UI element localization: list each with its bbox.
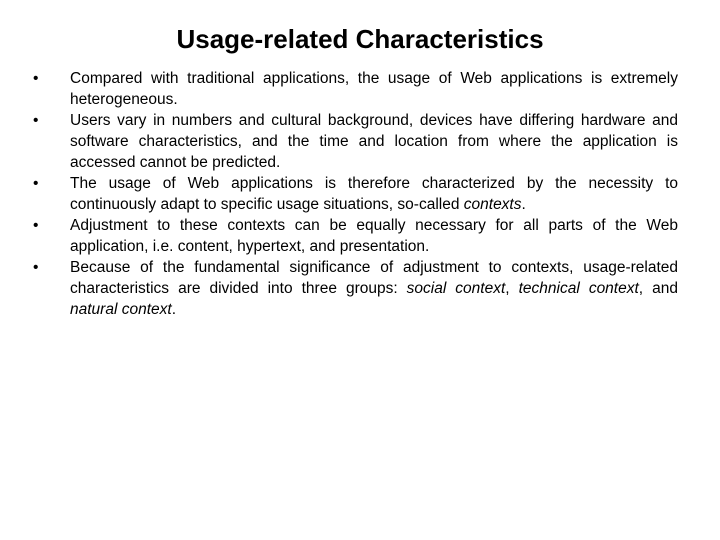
bullet-item bbox=[30, 173, 678, 215]
bullet-marker: • bbox=[33, 112, 39, 129]
bullet-marker: • bbox=[33, 259, 39, 276]
slide-title: Usage-related Characteristics bbox=[176, 24, 544, 54]
italic-term-social-context: social context bbox=[406, 280, 506, 297]
bullet-text: Because of the fundamental significance of adjustment to contexts, usage-related characteristics are divided into three groups: bbox=[70, 259, 678, 297]
bullet-item bbox=[30, 257, 678, 320]
italic-term-technical-context: technical context bbox=[518, 280, 639, 297]
bullet-item bbox=[30, 68, 678, 110]
bullet-text: Compared with traditional applications, the usage of Web applications is extremely heterogeneous. bbox=[70, 70, 678, 108]
bullet-text: . bbox=[171, 301, 176, 318]
bullet-item bbox=[30, 110, 678, 173]
bullet-marker: • bbox=[33, 175, 39, 192]
bullet-text: Adjustment to these contexts can be equally necessary for all parts of the Web application, i.e. content, hypertext, and presentation. bbox=[70, 217, 678, 255]
bullet-item bbox=[30, 215, 678, 257]
italic-term-contexts: contexts bbox=[463, 196, 522, 213]
bullet-list bbox=[30, 68, 678, 320]
bullet-text: Users vary in numbers and cultural background, devices have differing hardware and software characteristics, and the time and location from where the application is accessed cannot be predicted. bbox=[70, 112, 678, 171]
italic-term-natural-context: natural context bbox=[70, 301, 172, 318]
bullet-text: , and bbox=[638, 280, 678, 297]
bullet-marker: • bbox=[33, 217, 39, 234]
bullet-text: , bbox=[505, 280, 519, 297]
bullet-text: . bbox=[521, 196, 526, 213]
bullet-marker: • bbox=[33, 70, 39, 87]
bullet-text: The usage of Web applications is therefore characterized by the necessity to continuously adapt to specific usage situations, so-called bbox=[70, 175, 678, 213]
